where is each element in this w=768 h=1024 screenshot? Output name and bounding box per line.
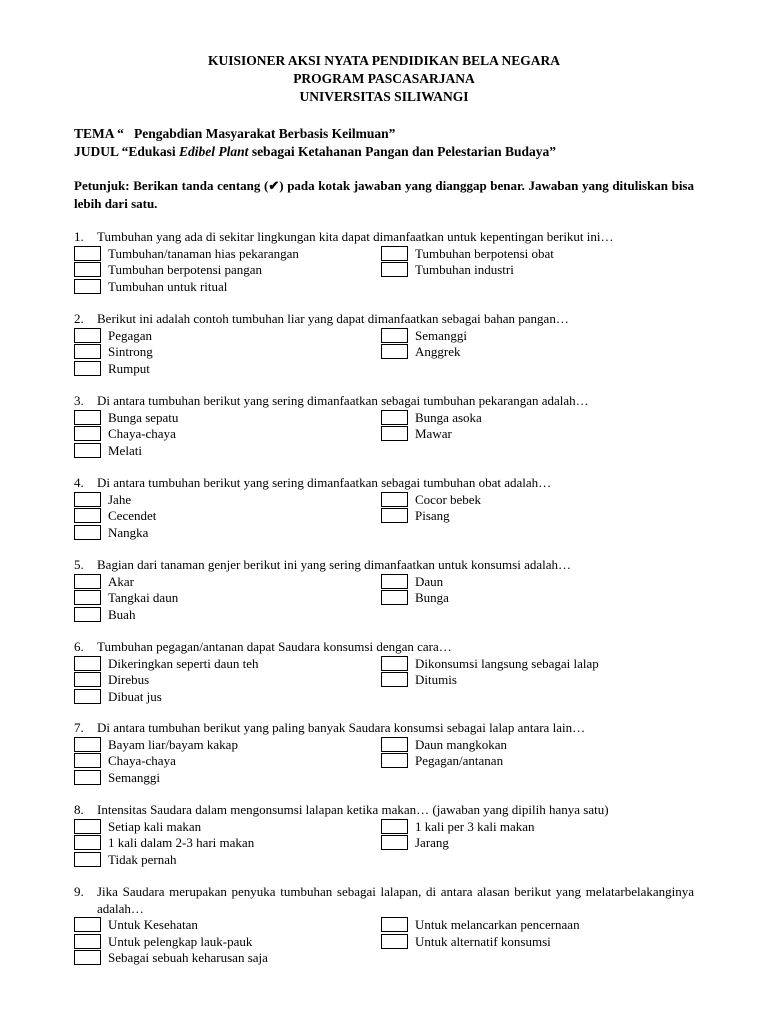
option-group bbox=[74, 328, 694, 378]
option-label: Cecendet bbox=[108, 508, 157, 523]
question-7 bbox=[74, 720, 694, 787]
judul-suffix: sebagai Ketahanan Pangan dan Pelestarian Budaya” bbox=[248, 144, 556, 159]
question-number: 1. bbox=[74, 229, 84, 244]
document-header bbox=[0, 52, 768, 106]
option-label: Untuk Kesehatan bbox=[108, 917, 198, 932]
checkbox[interactable] bbox=[381, 590, 408, 605]
option-label: Direbus bbox=[108, 672, 150, 687]
option-label: Daun mangkokan bbox=[415, 736, 508, 752]
question-6 bbox=[74, 639, 694, 706]
checkbox[interactable] bbox=[74, 508, 101, 523]
option-label: Tumbuhan untuk ritual bbox=[108, 278, 228, 294]
option-label: Pegagan bbox=[108, 327, 153, 343]
checkbox[interactable] bbox=[74, 917, 101, 932]
checkbox[interactable] bbox=[74, 492, 101, 507]
checkbox[interactable] bbox=[74, 361, 101, 376]
option-label: Bunga asoka bbox=[415, 409, 482, 425]
option-group bbox=[74, 917, 694, 967]
question-prompt: Berikut ini adalah contoh tumbuhan liar yang dapat dimanfaatkan sebagai bahan pangan… bbox=[97, 311, 569, 326]
checkbox[interactable] bbox=[74, 443, 101, 458]
option-label: Jarang bbox=[415, 835, 449, 850]
question-3 bbox=[74, 393, 694, 460]
checkbox[interactable] bbox=[74, 279, 101, 294]
option-label: 1 kali per 3 kali makan bbox=[415, 818, 535, 834]
question-number: 4. bbox=[74, 475, 84, 490]
checkbox[interactable] bbox=[74, 819, 101, 834]
checkbox[interactable] bbox=[74, 852, 101, 867]
question-9 bbox=[74, 884, 694, 967]
option-label: Untuk melancarkan pencernaan bbox=[415, 917, 580, 932]
option-label: Untuk pelengkap lauk-pauk bbox=[108, 933, 253, 949]
checkbox[interactable] bbox=[381, 753, 408, 768]
question-prompt: Intensitas Saudara dalam mengonsumsi lalapan ketika makan… (jawaban yang dipilih hanya satu) bbox=[97, 802, 609, 817]
header-program: PROGRAM PASCASARJANA bbox=[293, 71, 475, 86]
checkbox[interactable] bbox=[381, 410, 408, 425]
option-label: Untuk alternatif konsumsi bbox=[415, 933, 551, 949]
checkbox[interactable] bbox=[381, 508, 408, 523]
option-group bbox=[74, 737, 694, 787]
checkbox[interactable] bbox=[381, 656, 408, 671]
header-university: UNIVERSITAS SILIWANGI bbox=[299, 89, 469, 104]
option-label: Tumbuhan berpotensi obat bbox=[415, 245, 554, 261]
checkbox[interactable] bbox=[74, 950, 101, 965]
option-label: Semanggi bbox=[108, 769, 160, 785]
theme-line bbox=[74, 125, 395, 143]
option-label: Dikeringkan seperti daun teh bbox=[108, 655, 259, 671]
option-label: Dikonsumsi langsung sebagai lalap bbox=[415, 655, 599, 671]
option-label: Tumbuhan/tanaman hias pekarangan bbox=[108, 245, 299, 261]
option-label: Pisang bbox=[415, 508, 450, 523]
checkbox[interactable] bbox=[381, 672, 408, 687]
checkbox[interactable] bbox=[74, 753, 101, 768]
checkbox[interactable] bbox=[74, 344, 101, 359]
checkbox[interactable] bbox=[74, 426, 101, 441]
question-8 bbox=[74, 802, 694, 869]
option-label: Chaya-chaya bbox=[108, 426, 176, 441]
checkbox[interactable] bbox=[74, 770, 101, 785]
checkbox[interactable] bbox=[74, 246, 101, 261]
question-number: 7. bbox=[74, 720, 84, 735]
option-label: Dibuat jus bbox=[108, 688, 162, 704]
option-label: Cocor bebek bbox=[415, 491, 482, 507]
option-label: Anggrek bbox=[415, 344, 461, 359]
checkbox[interactable] bbox=[74, 672, 101, 687]
question-prompt: Di antara tumbuhan berikut yang paling banyak Saudara konsumsi sebagai lalap antara lain… bbox=[97, 720, 586, 735]
option-label: Sintrong bbox=[108, 344, 153, 359]
option-label: Tidak pernah bbox=[108, 851, 177, 867]
question-text bbox=[74, 393, 694, 410]
question-text bbox=[74, 229, 694, 246]
option-label: Semanggi bbox=[415, 327, 467, 343]
checkbox[interactable] bbox=[74, 656, 101, 671]
option-group bbox=[74, 574, 694, 624]
checkbox[interactable] bbox=[381, 934, 408, 949]
question-5 bbox=[74, 557, 694, 624]
option-label: Melati bbox=[108, 442, 142, 458]
option-group bbox=[74, 492, 694, 542]
question-text bbox=[74, 802, 694, 819]
option-group bbox=[74, 410, 694, 460]
judul-italic: Edibel Plant bbox=[179, 144, 249, 159]
option-group bbox=[74, 656, 694, 706]
checkbox[interactable] bbox=[381, 344, 408, 359]
checkbox[interactable] bbox=[381, 574, 408, 589]
question-prompt: Tumbuhan yang ada di sekitar lingkungan kita dapat dimanfaatkan untuk kepentingan berikut ini… bbox=[97, 229, 614, 244]
option-label: Tumbuhan berpotensi pangan bbox=[108, 262, 263, 277]
checkbox[interactable] bbox=[74, 328, 101, 343]
option-label: Jahe bbox=[108, 491, 132, 507]
judul-prefix: JUDUL “Edukasi bbox=[74, 144, 180, 159]
question-2 bbox=[74, 311, 694, 378]
question-1 bbox=[74, 229, 694, 296]
option-label: Nangka bbox=[108, 524, 149, 540]
option-label: Akar bbox=[108, 573, 134, 589]
question-prompt: Bagian dari tanaman genjer berikut ini yang sering dimanfaatkan untuk konsumsi adalah… bbox=[97, 557, 572, 572]
question-text bbox=[74, 639, 694, 656]
option-label: Bunga sepatu bbox=[108, 409, 179, 425]
checkbox[interactable] bbox=[381, 737, 408, 752]
checkbox[interactable] bbox=[74, 737, 101, 752]
checkbox[interactable] bbox=[381, 835, 408, 850]
instructions: Petunjuk: Berikan tanda centang (✔) pada kotak jawaban yang dianggap benar. Jawaban yang dituliskan bisa lebih dari satu. bbox=[74, 178, 694, 211]
option-label: Bayam liar/bayam kakap bbox=[108, 736, 238, 752]
checkbox[interactable] bbox=[381, 262, 408, 277]
question-prompt: Tumbuhan pegagan/antanan dapat Saudara konsumsi dengan cara… bbox=[97, 639, 452, 654]
option-group bbox=[74, 819, 694, 869]
checkbox[interactable] bbox=[381, 492, 408, 507]
checkbox[interactable] bbox=[74, 835, 101, 850]
checkbox[interactable] bbox=[74, 689, 101, 704]
option-group bbox=[74, 246, 694, 296]
option-label: Bunga bbox=[415, 590, 449, 605]
question-text bbox=[74, 720, 694, 737]
question-text bbox=[74, 475, 694, 492]
checkbox[interactable] bbox=[74, 934, 101, 949]
checkbox[interactable] bbox=[74, 607, 101, 622]
judul-line bbox=[74, 143, 556, 161]
option-label: Mawar bbox=[415, 426, 452, 441]
question-text bbox=[74, 311, 694, 328]
question-prompt: Di antara tumbuhan berikut yang sering dimanfaatkan sebagai tumbuhan obat adalah… bbox=[97, 475, 552, 490]
checkbox[interactable] bbox=[381, 328, 408, 343]
question-number: 2. bbox=[74, 311, 84, 326]
question-number: 8. bbox=[74, 802, 84, 817]
option-label: Ditumis bbox=[415, 672, 457, 687]
checkbox[interactable] bbox=[381, 246, 408, 261]
question-number: 6. bbox=[74, 639, 84, 654]
checkbox[interactable] bbox=[74, 574, 101, 589]
question-4 bbox=[74, 475, 694, 542]
option-label: Rumput bbox=[108, 360, 150, 376]
option-label: Sebagai sebuah keharusan saja bbox=[108, 950, 268, 965]
question-prompt: Di antara tumbuhan berikut yang sering dimanfaatkan sebagai tumbuhan pekarangan adalah… bbox=[97, 393, 589, 408]
checkbox[interactable] bbox=[381, 917, 408, 932]
checkbox[interactable] bbox=[74, 262, 101, 277]
header-title: KUISIONER AKSI NYATA PENDIDIKAN BELA NEGARA bbox=[208, 53, 560, 68]
question-text bbox=[74, 884, 694, 917]
question-number: 9. bbox=[74, 884, 84, 899]
checkbox[interactable] bbox=[381, 426, 408, 441]
option-label: 1 kali dalam 2-3 hari makan bbox=[108, 835, 255, 850]
checkbox[interactable] bbox=[381, 819, 408, 834]
option-label: Chaya-chaya bbox=[108, 753, 176, 768]
checkbox[interactable] bbox=[74, 525, 101, 540]
theme-label: TEMA bbox=[74, 126, 114, 141]
checkbox[interactable] bbox=[74, 410, 101, 425]
option-label: Pegagan/antanan bbox=[415, 753, 504, 768]
option-label: Setiap kali makan bbox=[108, 818, 202, 834]
question-number: 3. bbox=[74, 393, 84, 408]
question-text bbox=[74, 557, 694, 574]
option-label: Buah bbox=[108, 606, 136, 622]
option-label: Daun bbox=[415, 573, 444, 589]
checkbox[interactable] bbox=[74, 590, 101, 605]
option-label: Tangkai daun bbox=[108, 590, 179, 605]
theme-text: “ Pengabdian Masyarakat Berbasis Keilmuan” bbox=[113, 126, 396, 141]
question-number: 5. bbox=[74, 557, 84, 572]
question-prompt: Jika Saudara merupakan penyuka tumbuhan sebagai lalapan, di antara alasan berikut yang melatarbelakanginya adalah… bbox=[97, 884, 694, 916]
option-label: Tumbuhan industri bbox=[415, 262, 514, 277]
